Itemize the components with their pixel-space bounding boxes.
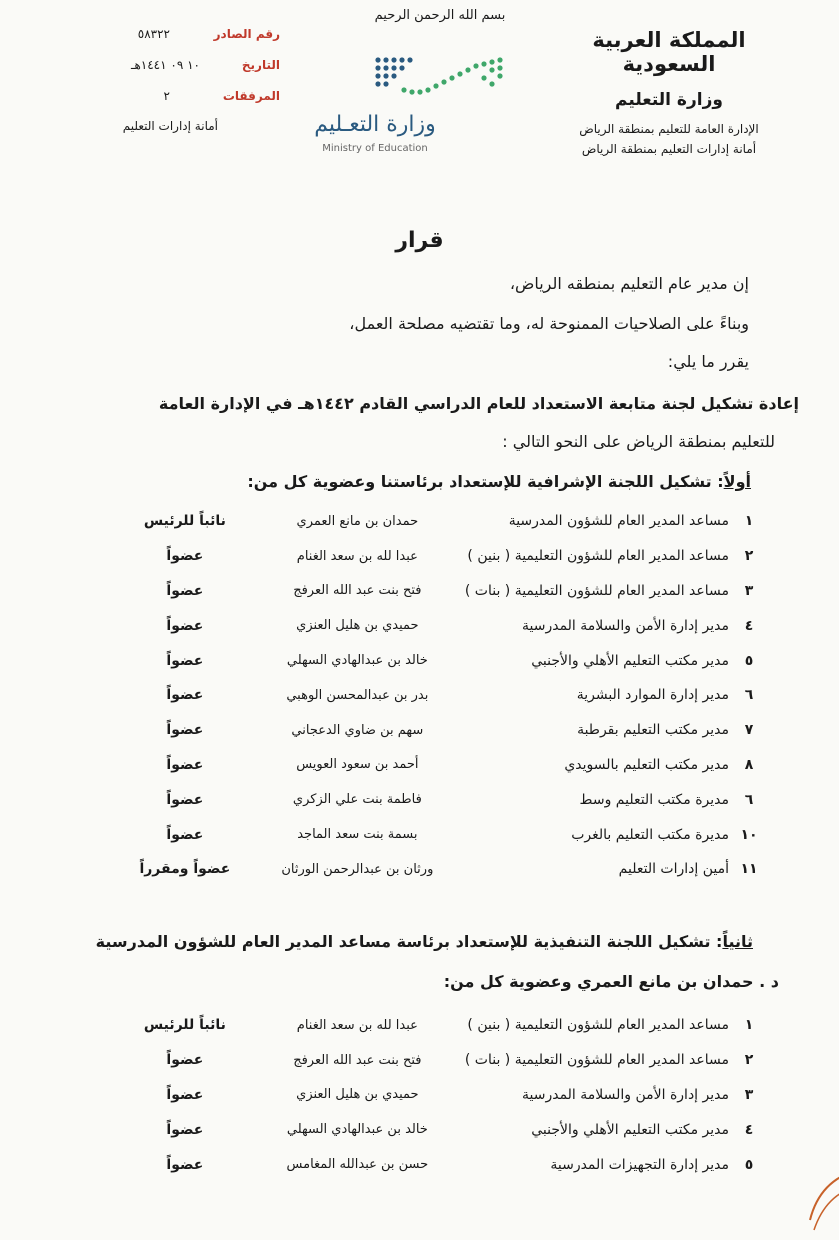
member-name: فتح بنت عبد الله العرفج	[293, 1052, 422, 1068]
member-name: عبدا لله بن سعد الغنام	[296, 1017, 418, 1033]
member-position: مديرة مكتب التعليم بالغرب	[571, 826, 729, 843]
member-position: مدير إدارة الموارد البشرية	[576, 687, 729, 704]
member-role: نائباً للرئيس	[143, 513, 226, 530]
member-name: بدر بن عبدالمحسن الوهبي	[286, 687, 429, 703]
member-position: مدير إدارة الأمن والسلامة المدرسية	[522, 1086, 729, 1103]
member-name: حميدي بن هليل العنزي	[296, 618, 419, 634]
member-role: عضواً	[166, 1156, 204, 1173]
member-position: مساعد المدير العام للشؤون التعليمية ( بنات )	[464, 582, 729, 599]
member-number: ٣	[744, 1086, 754, 1103]
member-number: ١٠	[740, 826, 758, 843]
member-row	[120, 852, 769, 887]
member-position: مدير إدارة التجهيزات المدرسية	[550, 1156, 729, 1173]
section-2-heading-text: : تشكيل اللجنة التنفيذية للإستعداد برئاسة مساعد المدير العام للشؤون المدرسية	[95, 932, 723, 951]
member-number: ٧	[744, 722, 754, 739]
secretariat-title: أمانة إدارات التعليم بمنطقة الرياض	[581, 142, 757, 156]
member-number: ٣	[744, 582, 754, 599]
member-number: ٢	[744, 1052, 754, 1069]
date-label: التاريخ	[241, 58, 280, 72]
logo-wordmark-arabic: وزارة التعـليم	[314, 112, 436, 137]
member-name: سهم بن ضاوي الدعجاني	[291, 722, 424, 738]
member-name: أحمد بن سعود العويس	[296, 757, 419, 773]
member-position: مديرة مكتب التعليم وسط	[579, 791, 729, 808]
member-row	[120, 817, 769, 852]
member-name: فاطمة بنت علي الزكري	[292, 792, 422, 808]
member-row	[120, 748, 769, 783]
section-2-heading-line-2: د . حمدان بن مانع العمري وعضوية كل من:	[443, 972, 779, 991]
date-value: ١٠ ٠٩ ١٤٤١هـ	[130, 58, 200, 72]
issue-number-value: ٥٨٣٢٢	[137, 27, 170, 41]
attachments-label: المرفقات	[222, 89, 280, 103]
member-position: مدير مكتب التعليم بالسويدي	[564, 756, 729, 773]
header-kingdom-block	[544, 28, 794, 156]
member-row	[120, 1147, 769, 1182]
member-number: ٦	[744, 687, 754, 704]
member-position: مدير مكتب التعليم بقرطبة	[577, 722, 729, 739]
document-meta	[40, 27, 280, 133]
member-role: عضواً	[166, 582, 204, 599]
member-number: ٨	[744, 756, 754, 773]
member-number: ٤	[744, 617, 754, 634]
member-position: مساعد المدير العام للشؤون التعليمية ( بنين )	[467, 1017, 729, 1034]
member-name: خالد بن عبدالهادي السهلي	[286, 653, 428, 669]
section-1-marker: أولاً	[723, 472, 751, 491]
member-position: مدير مكتب التعليم الأهلي والأجنبي	[531, 1121, 729, 1138]
member-name: بسمة بنت سعد الماجد	[297, 827, 418, 843]
member-row	[120, 539, 769, 574]
logo-wordmark-english: Ministry of Education	[322, 143, 428, 154]
member-row	[120, 574, 769, 609]
member-position: مساعد المدير العام للشؤون المدرسية	[508, 513, 729, 530]
member-row	[120, 1043, 769, 1078]
ministry-logo-icon	[300, 48, 510, 158]
member-role: عضواً ومقرراً	[139, 861, 231, 878]
intro-line-4: إعادة تشكيل لجنة متابعة الاستعداد للعام الدراسي القادم ١٤٤٢هـ في الإدارة العامة	[158, 394, 799, 413]
member-role: عضواً	[166, 1086, 204, 1103]
stamp-fragment-icon	[800, 1160, 839, 1240]
member-name: فتح بنت عبد الله العرفج	[293, 583, 422, 599]
member-name: ورثان بن عبدالرحمن الورثان	[281, 861, 434, 877]
ministry-title: وزارة التعليم	[615, 90, 723, 110]
member-position: مساعد المدير العام للشؤون التعليمية ( بنات )	[464, 1052, 729, 1069]
member-role: نائباً للرئيس	[143, 1017, 226, 1034]
directorate-title: الإدارة العامة للتعليم بمنطقة الرياض	[579, 122, 759, 136]
member-row	[120, 1112, 769, 1147]
section-1-members-table	[120, 504, 769, 887]
section-2-members-table	[120, 1008, 769, 1182]
member-number: ٤	[744, 1121, 754, 1138]
member-number: ٥	[744, 652, 754, 669]
member-number: ٢	[744, 548, 754, 565]
member-role: عضواً	[166, 826, 204, 843]
member-row	[120, 643, 769, 678]
member-row	[120, 713, 769, 748]
member-row	[120, 1078, 769, 1113]
member-row	[120, 782, 769, 817]
member-position: مدير مكتب التعليم الأهلي والأجنبي	[531, 652, 729, 669]
member-name: حمدان بن مانع العمري	[296, 513, 419, 529]
amana-caption: أمانة إدارات التعليم	[122, 119, 218, 133]
member-role: عضواً	[166, 722, 204, 739]
member-role: عضواً	[166, 791, 204, 808]
member-number: ١	[744, 1017, 754, 1034]
section-2-heading	[96, 932, 753, 951]
member-number: ١	[744, 513, 754, 530]
intro-line-2: وبناءً على الصلاحيات الممنوحة له، وما تقتضيه مصلحة العمل،	[349, 314, 749, 333]
member-number: ٦	[744, 791, 754, 808]
member-name: عبدا لله بن سعد الغنام	[296, 548, 418, 564]
member-name: حميدي بن هليل العنزي	[296, 1087, 419, 1103]
member-role: عضواً	[166, 617, 204, 634]
intro-line-5: للتعليم بمنطقة الرياض على النحو التالي :	[502, 432, 775, 451]
section-1-heading-text: : تشكيل اللجنة الإشرافية للإستعداد برئاستنا وعضوية كل من:	[247, 472, 724, 491]
intro-line-1: إن مدير عام التعليم بمنطقه الرياض،	[509, 274, 749, 293]
member-row	[120, 608, 769, 643]
member-role: عضواً	[166, 652, 204, 669]
member-role: عضواً	[166, 1052, 204, 1069]
intro-line-3: يقرر ما يلي:	[667, 352, 749, 371]
member-role: عضواً	[166, 756, 204, 773]
member-position: مدير إدارة الأمن والسلامة المدرسية	[522, 617, 729, 634]
section-2-marker: ثانياً	[722, 932, 753, 951]
attachments-value: ٢	[163, 89, 170, 103]
member-row	[120, 1008, 769, 1043]
member-position: مساعد المدير العام للشؤون التعليمية ( بنين )	[467, 548, 729, 565]
member-row	[120, 504, 769, 539]
member-role: عضواً	[166, 1121, 204, 1138]
member-role: عضواً	[166, 548, 204, 565]
kingdom-title: المملكة العربية السعودية	[592, 28, 746, 76]
basmala: بسم الله الرحمن الرحيم	[374, 8, 506, 23]
member-row	[120, 678, 769, 713]
member-number: ١١	[740, 861, 758, 878]
member-role: عضواً	[166, 687, 204, 704]
member-position: أمين إدارات التعليم	[618, 861, 729, 878]
member-number: ٥	[744, 1156, 754, 1173]
member-name: خالد بن عبدالهادي السهلي	[286, 1122, 428, 1138]
member-name: حسن بن عبدالله المغامس	[286, 1157, 429, 1173]
section-1-heading	[247, 472, 751, 491]
issue-number-label: رقم الصادر	[213, 27, 280, 41]
decision-title: قرار	[395, 228, 444, 253]
